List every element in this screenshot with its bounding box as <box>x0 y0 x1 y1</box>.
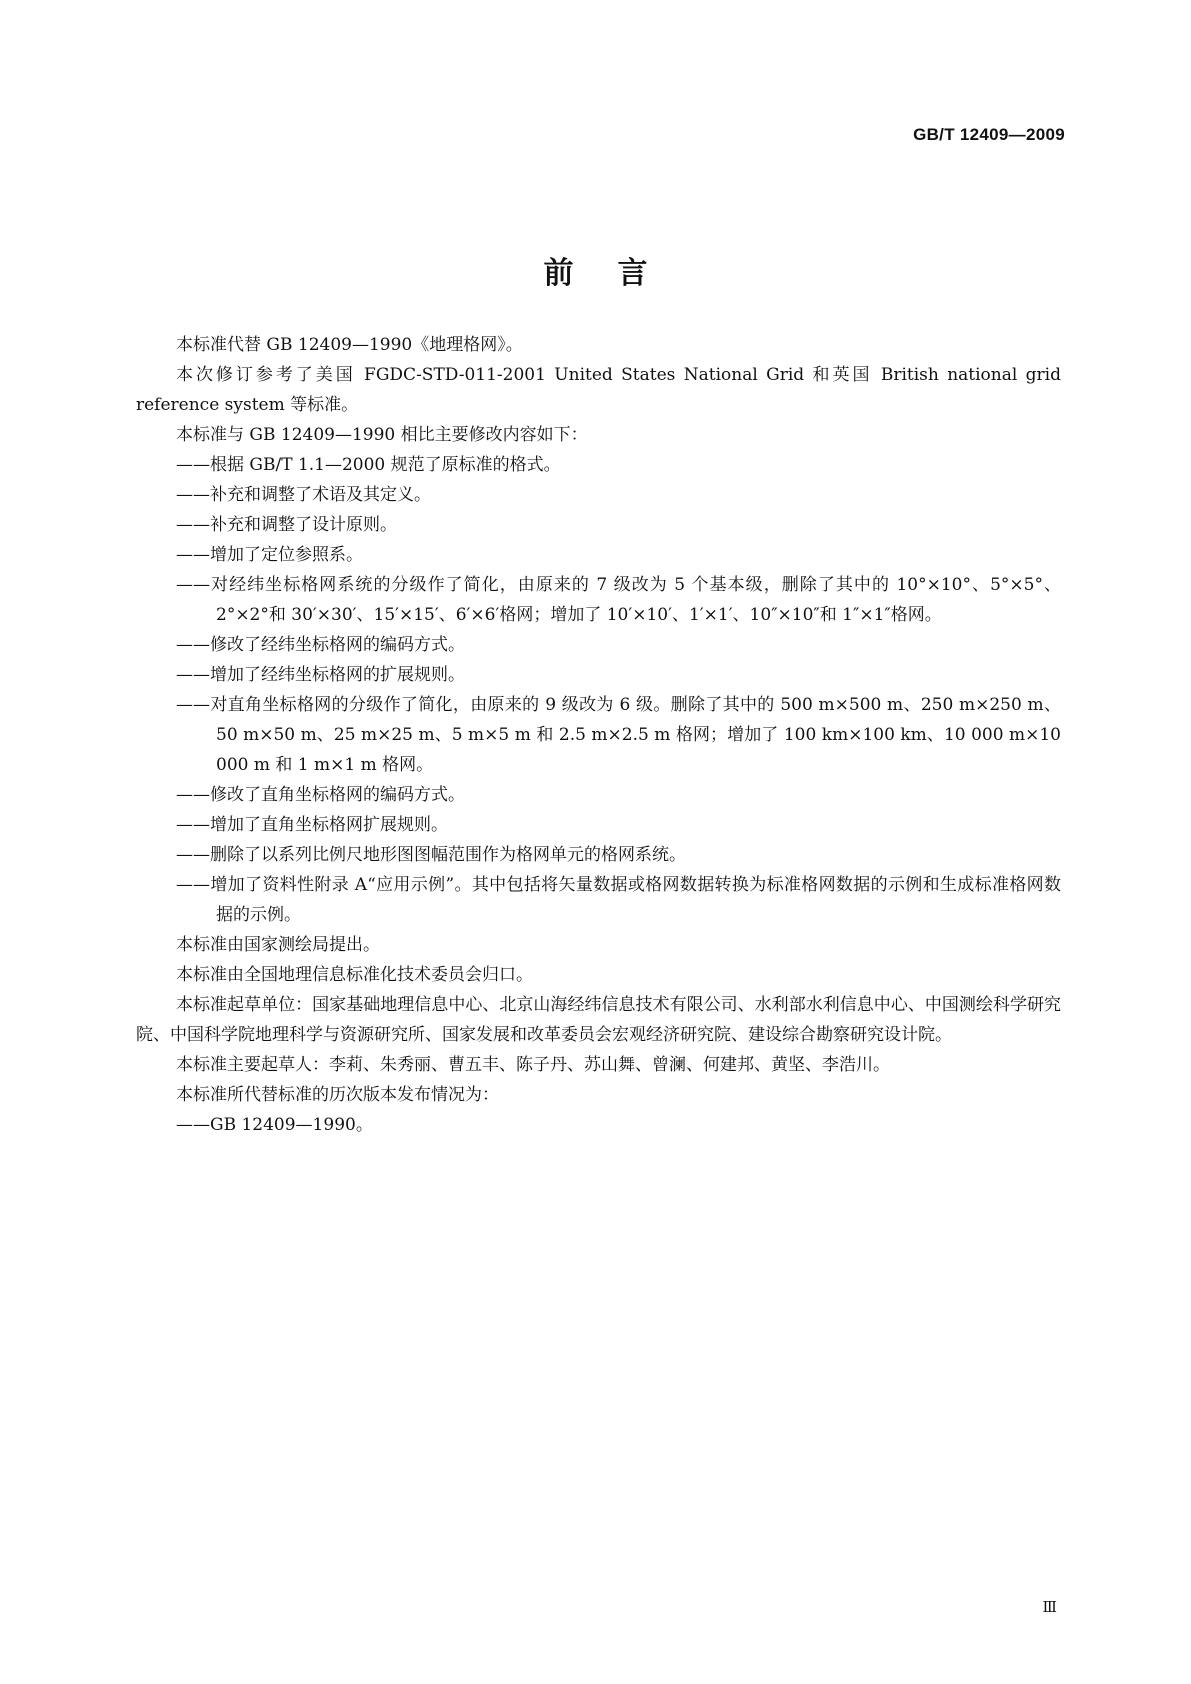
list-item: ——修改了经纬坐标格网的编码方式。 <box>176 635 465 655</box>
paragraph: 本标准由国家测绘局提出。 <box>176 935 380 955</box>
paragraph: 本标准代替 GB 12409—1990《地理格网》。 <box>176 335 523 355</box>
list-item: ——GB 12409—1990。 <box>176 1115 373 1135</box>
paragraph: 本标准主要起草人：李莉、朱秀丽、曹五丰、陈子丹、苏山舞、曾澜、何建邦、黄坚、李浩川。 <box>176 1055 890 1075</box>
standard-code: GB/T 12409—2009 <box>913 125 1065 144</box>
list-item: ——对经纬坐标格网系统的分级作了简化，由原来的 7 级改为 5 个基本级，删除了其中的 10°×10°、5°×5°、2°×2°和 30′×30′、15′×15′、6′×6′格网；增加了 10′×10′、1′×1′、10″×10″和 1″×1″格网。 <box>176 575 1061 625</box>
page-number: Ⅲ <box>1042 1598 1057 1616</box>
list-item: ——增加了定位参照系。 <box>176 545 363 565</box>
list-item: ——补充和调整了术语及其定义。 <box>176 485 431 505</box>
paragraph: 本标准起草单位：国家基础地理信息中心、北京山海经纬信息技术有限公司、水利部水利信息中心、中国测绘科学研究院、中国科学院地理科学与资源研究所、国家发展和改革委员会宏观经济研究院、建设综合勘察研究设计院。 <box>136 995 1061 1045</box>
list-item: ——增加了资料性附录 A“应用示例”。其中包括将矢量数据或格网数据转换为标准格网数据的示例和生成标准格网数据的示例。 <box>176 875 1061 925</box>
paragraph: 本标准与 GB 12409—1990 相比主要修改内容如下： <box>176 425 588 445</box>
list-item: ——删除了以系列比例尺地形图图幅范围作为格网单元的格网系统。 <box>176 845 686 865</box>
list-item: ——对直角坐标格网的分级作了简化，由原来的 9 级改为 6 级。删除了其中的 500 m×500 m、250 m×250 m、50 m×50 m、25 m×25 m、5 m×5 m 和 2.5 m×2.5 m 格网；增加了 100 km×100 km、10 000 m×10 000 m 和 1 m×1 m 格网。 <box>176 695 1061 775</box>
list-item: ——修改了直角坐标格网的编码方式。 <box>176 785 465 805</box>
list-item: ——增加了直角坐标格网扩展规则。 <box>176 815 448 835</box>
list-item: ——增加了经纬坐标格网的扩展规则。 <box>176 665 465 685</box>
page-title: 前言 <box>543 256 692 292</box>
paragraph: 本标准由全国地理信息标准化技术委员会归口。 <box>176 965 533 985</box>
document-body <box>136 330 1061 1140</box>
list-item: ——根据 GB/T 1.1—2000 规范了原标准的格式。 <box>176 455 561 475</box>
paragraph: 本标准所代替标准的历次版本发布情况为： <box>176 1085 499 1105</box>
paragraph: 本次修订参考了美国 FGDC-STD-011-2001 United States National Grid 和英国 British national grid reference system 等标准。 <box>136 365 1061 415</box>
list-item: ——补充和调整了设计原则。 <box>176 515 397 535</box>
